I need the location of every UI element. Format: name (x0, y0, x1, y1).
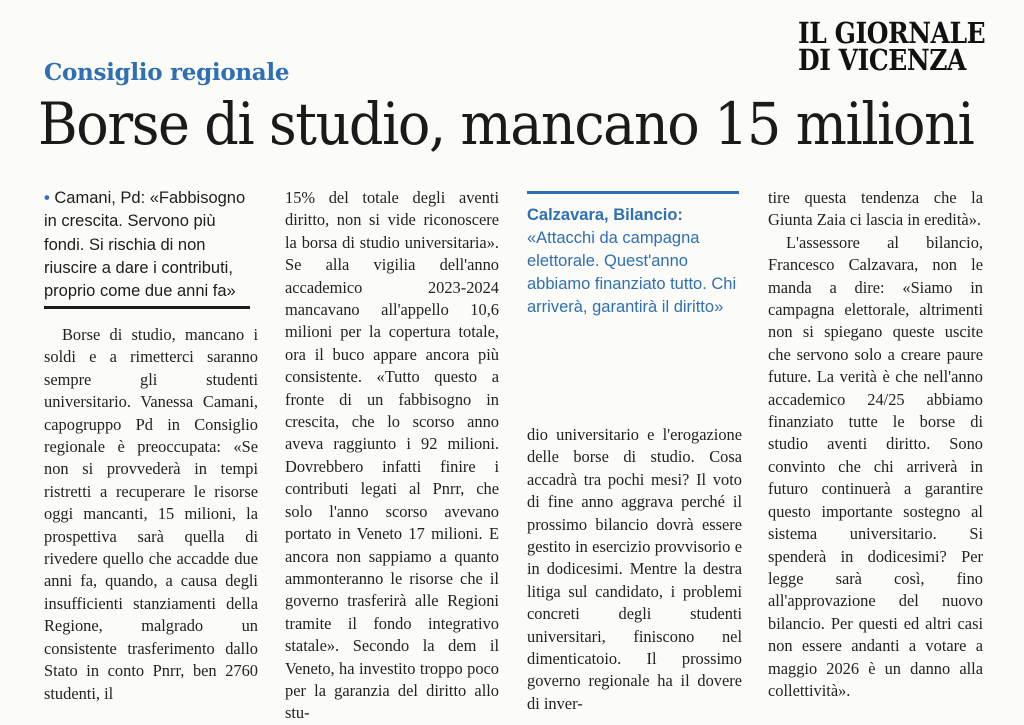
article-column-4 (768, 187, 983, 702)
masthead-logo (798, 16, 986, 77)
summary-divider (44, 306, 250, 309)
masthead-line-2: DI VICENZA (798, 43, 966, 77)
column-3-text: dio universitario e l'erogazione delle borse di studio. Cosa accadrà tra pochi mesi? Il voto di fine anno aggrava perché il prossimo bilancio dovrà essere gestito in esercizio provvisorio e in dodicesimi. Mentre la destra litiga sul candidato, i problemi concreti degli studenti universitari, finiscono nel dimenticatoio. Il prossimo governo regionale ha il dovere di inver- (527, 425, 742, 713)
summary-text: Camani, Pd: «Fabbisogno in crescita. Servono più fondi. Si rischia di non riuscire a dare i contributi, proprio come due anni fa» (44, 189, 246, 301)
article-column-3 (527, 424, 742, 715)
section-kicker: Consiglio regionale (44, 59, 290, 86)
masthead-line-1: IL GIORNALE (798, 16, 986, 50)
article-column-2 (285, 187, 499, 725)
article-headline: Borse di studio, mancano 15 milioni (38, 90, 974, 158)
article-column-1 (44, 324, 258, 705)
article-summary (44, 187, 258, 303)
pull-quote (527, 204, 742, 319)
column-4-paragraph-1: tire questa tendenza che la Giunta Zaia ci lascia in eredità». (768, 188, 983, 230)
summary-bullet: • (44, 189, 50, 207)
pullquote-divider (527, 191, 739, 194)
column-2-text: 15% del totale degli aventi diritto, non si vide riconoscere la borsa di studio universitaria». Se alla vigilia dell'anno accademico 2023-2024 mancavano all'appello 10,6 milioni per la copertura totale, ora il buco appare ancora più consistente. «Tutto questo a fronte di un fabbisogno in crescita, che lo scorso anno aveva raggiunto i 92 milioni. Dovrebbero infatti finire i contributi legati al Pnrr, che solo l'anno scorso avevano portato in Veneto 17 milioni. E ancora non sappiamo a quanto ammonteranno le risorse che il governo trasferirà alle Regioni tramite il fondo integrativo statale». Secondo la dem il Veneto, ha investito troppo poco per la garanzia del diritto allo stu- (285, 188, 499, 723)
pullquote-heading: Calzavara, Bilancio: (527, 206, 683, 224)
column-4-paragraph-2: L'assessore al bilancio, Francesco Calzavara, non le manda a dire: «Siamo in campagna elettorale, altrimenti non si spiegano queste uscite che servono solo a creare paure future. La verità è che nell'anno accademico 24/25 abbiamo finanziato tutte le borse di studio aventi diritto. Sono convinto che chi arriverà in futuro continuerà a garantire questo importante sostegno al sistema universitario. Si spenderà in dodicesimi? Per legge sarà così, fino all'approvazione del nuovo bilancio. Per questi ed altri casi non essere andanti a votare a maggio 2026 è un danno alla collettività». (768, 232, 983, 700)
pullquote-text: «Attacchi da campagna elettorale. Quest'anno abbiamo finanziato tutto. Chi arriverà, garantirà il diritto» (527, 229, 737, 317)
column-1-text: Borse di studio, mancano i soldi e a rimetterci saranno sempre gli studenti universitario. Vanessa Camani, capogruppo Pd in Consiglio regionale è preoccupata: «Se non si provvederà in tempi ristretti a recuperare le risorse oggi mancanti, 15 milioni, la prospettiva sarà quella di rivedere quello che accadde due anni fa, quando, a causa degli insufficienti stanziamenti della Regione, malgrado un consistente trasferimento dallo Stato in conto Pnrr, ben 2760 studenti, il (44, 325, 258, 703)
